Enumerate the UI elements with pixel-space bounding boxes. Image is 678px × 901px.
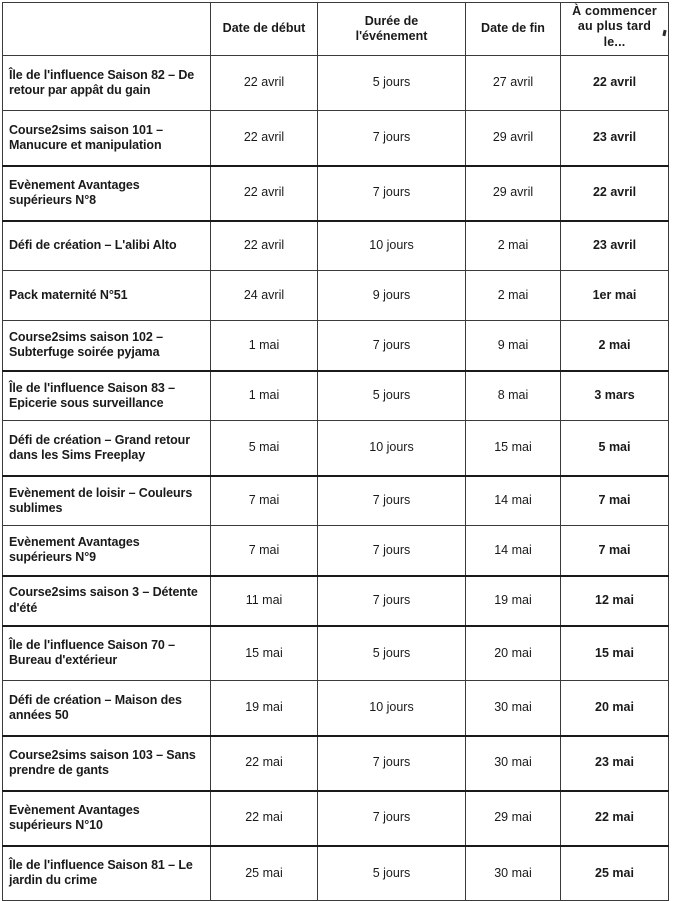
table-body (3, 56, 669, 901)
cell-latest-start[interactable]: 7 mai (561, 476, 669, 526)
cell-start-date[interactable]: 22 mai (211, 791, 318, 846)
cell-duration[interactable]: 5 jours (318, 371, 466, 421)
cell-end-date[interactable]: 15 mai (466, 421, 561, 476)
cell-duration[interactable]: 7 jours (318, 736, 466, 791)
events-schedule-table (2, 2, 669, 901)
cell-start-date[interactable]: 5 mai (211, 421, 318, 476)
table-row[interactable] (3, 371, 669, 421)
table-row[interactable] (3, 846, 669, 901)
table-row[interactable] (3, 111, 669, 166)
cell-latest-start[interactable]: 15 mai (561, 626, 669, 681)
cell-end-date[interactable]: 27 avril (466, 56, 561, 111)
cell-duration[interactable]: 5 jours (318, 626, 466, 681)
cell-end-date[interactable]: 29 mai (466, 791, 561, 846)
column-header-latest-line2: au plus tard (577, 19, 652, 34)
cell-event-name[interactable]: Evènement de loisir – Couleurs sublimes (3, 476, 211, 526)
table-row[interactable] (3, 736, 669, 791)
cell-start-date[interactable]: 7 mai (211, 526, 318, 576)
column-header-latest-line1: À commencer (572, 4, 657, 19)
cell-event-name[interactable]: Défi de création – L'alibi Alto (3, 221, 211, 271)
table-row[interactable] (3, 271, 669, 321)
column-header-end-date[interactable]: Date de fin (466, 3, 561, 56)
cell-latest-start[interactable]: 25 mai (561, 846, 669, 901)
cell-duration[interactable]: 5 jours (318, 846, 466, 901)
cell-latest-start[interactable]: 20 mai (561, 681, 669, 736)
cell-start-date[interactable]: 22 avril (211, 166, 318, 221)
cell-latest-start[interactable]: 7 mai (561, 526, 669, 576)
cell-end-date[interactable]: 30 mai (466, 736, 561, 791)
cell-latest-start[interactable]: 23 avril (561, 111, 669, 166)
cell-end-date[interactable]: 2 mai (466, 221, 561, 271)
table-row[interactable] (3, 421, 669, 476)
cell-latest-start[interactable]: 22 mai (561, 791, 669, 846)
table-row[interactable] (3, 166, 669, 221)
cell-end-date[interactable]: 29 avril (466, 166, 561, 221)
cell-duration[interactable]: 10 jours (318, 421, 466, 476)
cell-event-name[interactable]: Île de l'influence Saison 81 – Le jardin du crime (3, 846, 211, 901)
table-row[interactable] (3, 526, 669, 576)
cell-start-date[interactable]: 1 mai (211, 321, 318, 371)
cell-end-date[interactable]: 30 mai (466, 681, 561, 736)
cell-duration[interactable]: 10 jours (318, 221, 466, 271)
cell-event-name[interactable]: Pack maternité N°51 (3, 271, 211, 321)
cell-start-date[interactable]: 22 avril (211, 56, 318, 111)
cell-event-name[interactable]: Evènement Avantages supérieurs N°8 (3, 166, 211, 221)
cell-event-name[interactable]: Île de l'influence Saison 82 – De retour par appât du gain (3, 56, 211, 111)
cell-duration[interactable]: 7 jours (318, 321, 466, 371)
column-header-duration-line2: l'événement (355, 29, 428, 43)
cell-start-date[interactable]: 22 avril (211, 221, 318, 271)
column-header-start-date[interactable]: Date de début (211, 3, 318, 56)
cell-latest-start[interactable]: 22 avril (561, 166, 669, 221)
cell-duration[interactable]: 7 jours (318, 476, 466, 526)
column-header-latest-start[interactable] (561, 3, 669, 56)
cell-end-date[interactable]: 9 mai (466, 321, 561, 371)
cell-end-date[interactable]: 29 avril (466, 111, 561, 166)
cell-duration[interactable]: 5 jours (318, 56, 466, 111)
cell-end-date[interactable]: 14 mai (466, 476, 561, 526)
cell-start-date[interactable]: 22 mai (211, 736, 318, 791)
cell-duration[interactable]: 7 jours (318, 576, 466, 626)
cell-end-date[interactable]: 19 mai (466, 576, 561, 626)
cell-end-date[interactable]: 30 mai (466, 846, 561, 901)
cell-latest-start[interactable]: 23 mai (561, 736, 669, 791)
cell-duration[interactable]: 9 jours (318, 271, 466, 321)
table-row[interactable] (3, 221, 669, 271)
cell-latest-start[interactable]: 1er mai (561, 271, 669, 321)
table-row[interactable] (3, 791, 669, 846)
cell-event-name[interactable]: Défi de création – Grand retour dans les Sims Freeplay (3, 421, 211, 476)
cell-duration[interactable]: 7 jours (318, 166, 466, 221)
cell-start-date[interactable]: 7 mai (211, 476, 318, 526)
cell-start-date[interactable]: 25 mai (211, 846, 318, 901)
cell-latest-start[interactable]: 22 avril (561, 56, 669, 111)
cell-duration[interactable]: 7 jours (318, 791, 466, 846)
cell-start-date[interactable]: 15 mai (211, 626, 318, 681)
column-header-duration[interactable] (318, 3, 466, 56)
column-header-event[interactable] (3, 3, 211, 56)
cell-event-name[interactable]: Course2sims saison 103 – Sans prendre de gants (3, 736, 211, 791)
table-header (3, 3, 669, 56)
spreadsheet-canvas (0, 2, 678, 888)
cell-duration[interactable]: 7 jours (318, 526, 466, 576)
cell-start-date[interactable]: 11 mai (211, 576, 318, 626)
column-header-duration-line1: Durée de (364, 13, 419, 28)
table-row[interactable] (3, 56, 669, 111)
cell-event-name[interactable]: Île de l'influence Saison 70 – Bureau d'extérieur (3, 626, 211, 681)
table-header-row (3, 3, 669, 56)
cell-end-date[interactable]: 20 mai (466, 626, 561, 681)
cell-latest-start[interactable]: 3 mars (561, 371, 669, 421)
cell-latest-start[interactable]: 2 mai (561, 321, 669, 371)
cell-event-name[interactable]: Défi de création – Maison des années 50 (3, 681, 211, 736)
column-header-latest-line3: le... (603, 34, 626, 49)
cell-event-name[interactable]: Course2sims saison 3 – Détente d'été (3, 576, 211, 626)
cell-event-name[interactable]: Course2sims saison 102 – Subterfuge soirée pyjama (3, 321, 211, 371)
cell-duration[interactable]: 10 jours (318, 681, 466, 736)
cell-start-date[interactable]: 24 avril (211, 271, 318, 321)
table-row[interactable] (3, 321, 669, 371)
cell-duration[interactable]: 7 jours (318, 111, 466, 166)
cell-latest-start[interactable]: 5 mai (561, 421, 669, 476)
cell-event-name[interactable]: Course2sims saison 101 – Manucure et manipulation (3, 111, 211, 166)
cell-event-name[interactable]: Île de l'influence Saison 83 – Epicerie sous surveillance (3, 371, 211, 421)
cell-end-date[interactable]: 2 mai (466, 271, 561, 321)
cell-start-date[interactable]: 1 mai (211, 371, 318, 421)
table-row[interactable] (3, 476, 669, 526)
cell-latest-start[interactable]: 12 mai (561, 576, 669, 626)
cell-end-date[interactable]: 14 mai (466, 526, 561, 576)
cell-end-date[interactable]: 8 mai (466, 371, 561, 421)
cell-start-date[interactable]: 19 mai (211, 681, 318, 736)
cell-event-name[interactable]: Evènement Avantages supérieurs N°9 (3, 526, 211, 576)
cell-latest-start[interactable]: 23 avril (561, 221, 669, 271)
cell-event-name[interactable]: Evènement Avantages supérieurs N°10 (3, 791, 211, 846)
table-row[interactable] (3, 681, 669, 736)
table-row[interactable] (3, 626, 669, 681)
cell-start-date[interactable]: 22 avril (211, 111, 318, 166)
table-row[interactable] (3, 576, 669, 626)
right-margin-gutter (669, 4, 678, 878)
